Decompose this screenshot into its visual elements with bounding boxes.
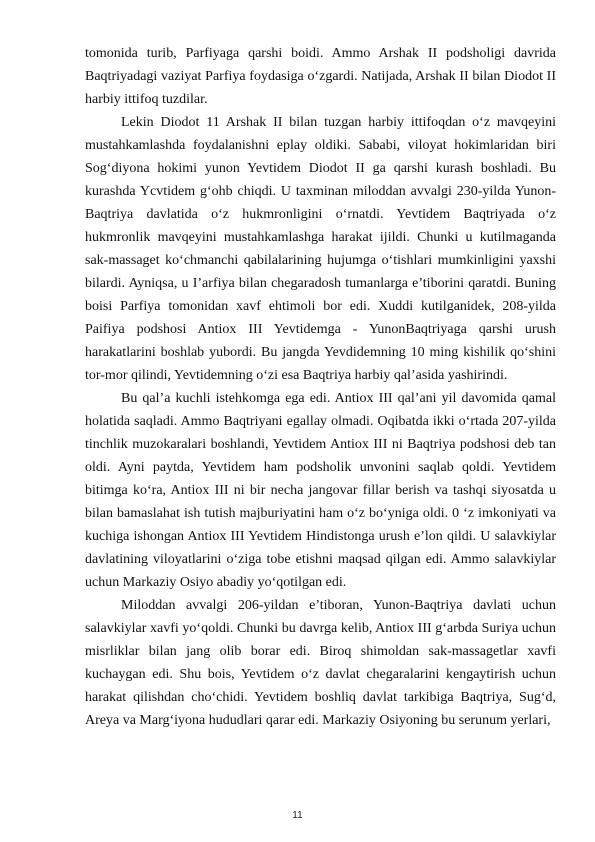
paragraph-diodot-yevtidem: Lekin Diodot 11 Arshak II bilan tuzgan harbiy ittifoqdan o‘z mavqeyini mustahkamlashda foydalanishni eplay oldiki. Sababi, viloyat hokimlaridan biri Sog‘diyona hokimi yunon Yevtidem Diodot II ga qarshi kurash boshladi. Bu kurashda Ycvtidem g‘ohb chiqdi. U taxminan miloddan avvalgi 230-yilda Yunon-Baqtriya davlatida o‘z hukmronligini o‘rnatdi. Yevtidem Baqtriyada o‘z hukmronlik mavqeyini mustahkamlashga harakat ijildi. Chunki u kutilmaganda sak-massaget ko‘chmanchi qabilalarining hujumga o‘tishlari mumkinligini yaxshi bilardi. Ayniqsa, u I’arfiya bilan chegaradosh tumanlarga e’tiborini qaratdi. Buning boisi Parfiya tomonidan xavf ehtimoli bor edi. Xuddi kutilganidek, 208-yilda Paifiya podshosi Antiox III Yevtidemga - YunonBaqtriyaga qarshi urush harakatlarini boshlab yubordi. Bu jangda Yevdidemning 10 ming kishilik qo‘shini tor-mor qilindi, Yevtidemning o‘zi esa Baqtriya harbiy qal’asida yashirindi. xyxy=(85,115,556,383)
paragraph-siege: Bu qal’a kuchli istehkomga ega edi. Antiox III qal’ani yil davomida qamal holatida saqladi. Ammo Baqtriyani egallay olmadi. Oqibatda ikki o‘rtada 207-yilda tinchlik muzokaralari boshlandi, Yevtidem Antiox III ni Baqtriya podshosi deb tan oldi. Ayni paytda, Yevtidem ham podsholik unvonini saqlab qoldi. Yevtidem bitimga ko‘ra, Antiox III ni bir necha jangovar fillar berish va tashqi siyosatda u bilan bamaslahat ish tutish majburiyatini ham o‘z bo‘yniga oldi. 0 ‘z imkoniyati va kuchiga ishongan Antiox III Yevtidem Hindistonga urush e’lon qildi. U salavkiylar davlatining viloyatlarini o‘ziga tobe etishni maqsad qilgan edi. Ammo salavkiylar uchun Markaziy Osiyo abadiy yo‘qotilgan edi. xyxy=(85,391,556,590)
document-body xyxy=(85,42,556,732)
paragraph-after-206: Miloddan avvalgi 206-yildan e’tiboran, Yunon-Baqtriya davlati uchun salavkiylar xavfi yo‘qoldi. Chunki bu davrga kelib, Antiox III g‘arbda Suriya uchun misrliklar bilan jang olib borar edi. Biroq shimoldan sak-massagetlar xavfi kuchaygan edi. Shu bois, Yevtidem o‘z davlat chegaralarini kengaytirish uchun harakat qilishdan cho‘chidi. Yevtidem boshliq davlat tarkibiga Baqtriya, Sug‘d, Areya va Marg‘iyona hududlari qarar edi. Markaziy Osiyoning bu serunum yerlari, xyxy=(85,598,556,728)
page-number: 11 xyxy=(292,810,303,821)
paragraph-continuation: tomonida turib, Parfiyaga qarshi boidi. Ammo Arshak II podsholigi davrida Baqtriyadagi vaziyat Parfiya foydasiga o‘zgardi. Natijada, Arshak II bilan Diodot II harbiy ittifoq tuzdilar. xyxy=(85,46,556,107)
